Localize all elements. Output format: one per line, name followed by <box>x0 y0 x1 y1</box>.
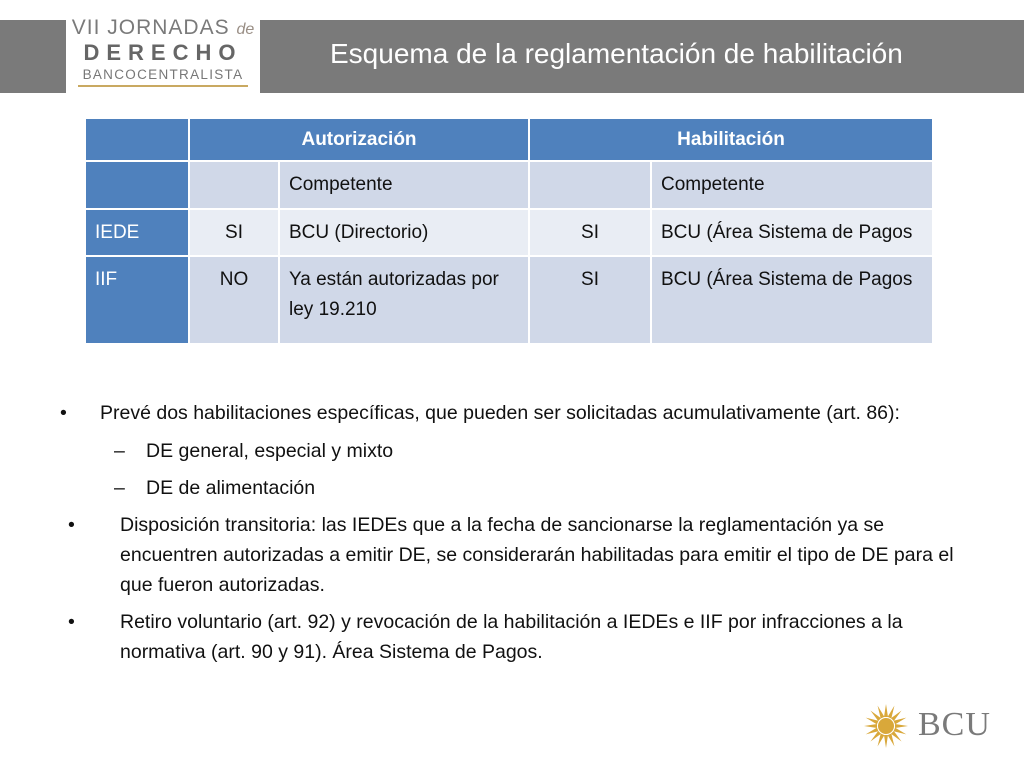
table-cell: Ya están autorizadas por ley 19.210 <box>279 256 529 344</box>
dash-mark: – <box>114 477 125 499</box>
logo-line-3: BANCOCENTRALISTA <box>82 67 244 82</box>
header-cell-habilitacion: Habilitación <box>529 118 933 161</box>
table-cell: SI <box>189 209 279 256</box>
row-head-empty <box>85 161 189 208</box>
table-cell: SI <box>529 256 651 344</box>
header-cell-autorizacion: Autorización <box>189 118 529 161</box>
table-cell: BCU (Directorio) <box>279 209 529 256</box>
table-cell: Competente <box>279 161 529 208</box>
bullet-mark: • <box>68 611 75 633</box>
slide-title: Esquema de la reglamentación de habilitación <box>330 38 903 69</box>
bcu-brand: BCU <box>918 706 991 743</box>
table-header-row <box>85 118 933 161</box>
row-head-iif: IIF <box>85 256 189 344</box>
bullet-text: Retiro voluntario (art. 92) y revocación de la habilitación a IEDEs e IIF por infracciones a la normativa (art. 90 y 91). Área Sistema de Pagos. <box>120 611 903 663</box>
bullet-text: Prevé dos habilitaciones específicas, que pueden ser solicitadas acumulativamente (art. 86): <box>100 402 900 424</box>
habilitacion-table <box>84 117 934 345</box>
table-cell <box>529 161 651 208</box>
list-item <box>56 607 976 667</box>
table-cell: SI <box>529 209 651 256</box>
table-cell: NO <box>189 256 279 344</box>
event-logo <box>66 12 260 96</box>
table-subheader-row <box>85 161 933 208</box>
table-cell: BCU (Área Sistema de Pagos <box>651 209 933 256</box>
dash-mark: – <box>114 440 125 462</box>
table-row <box>85 209 933 256</box>
table-cell: Competente <box>651 161 933 208</box>
header-cell-empty <box>85 118 189 161</box>
table-row <box>85 256 933 344</box>
bullet-list <box>56 398 976 674</box>
table-cell <box>189 161 279 208</box>
logo-line-1: VII JORNADAS de <box>71 16 255 39</box>
bullet-mark: • <box>60 402 67 424</box>
list-item <box>56 473 976 503</box>
list-item <box>56 436 976 466</box>
logo-line-2: DERECHO <box>83 40 243 65</box>
bullet-text: Disposición transitoria: las IEDEs que a la fecha de sancionarse la reglamentación ya se encuentren autorizadas a emitir DE, se considerarán habilitadas para emitir el tipo de DE para el que fueron autorizadas. <box>120 514 954 596</box>
list-item <box>56 510 976 600</box>
row-head-iede: IEDE <box>85 209 189 256</box>
sub-bullet-text: DE general, especial y mixto <box>146 440 394 462</box>
table-cell: BCU (Área Sistema de Pagos <box>651 256 933 344</box>
list-item <box>56 398 976 428</box>
logo-rule <box>78 85 248 87</box>
bullet-mark: • <box>68 514 75 536</box>
sub-bullet-text: DE de alimentación <box>146 477 316 499</box>
